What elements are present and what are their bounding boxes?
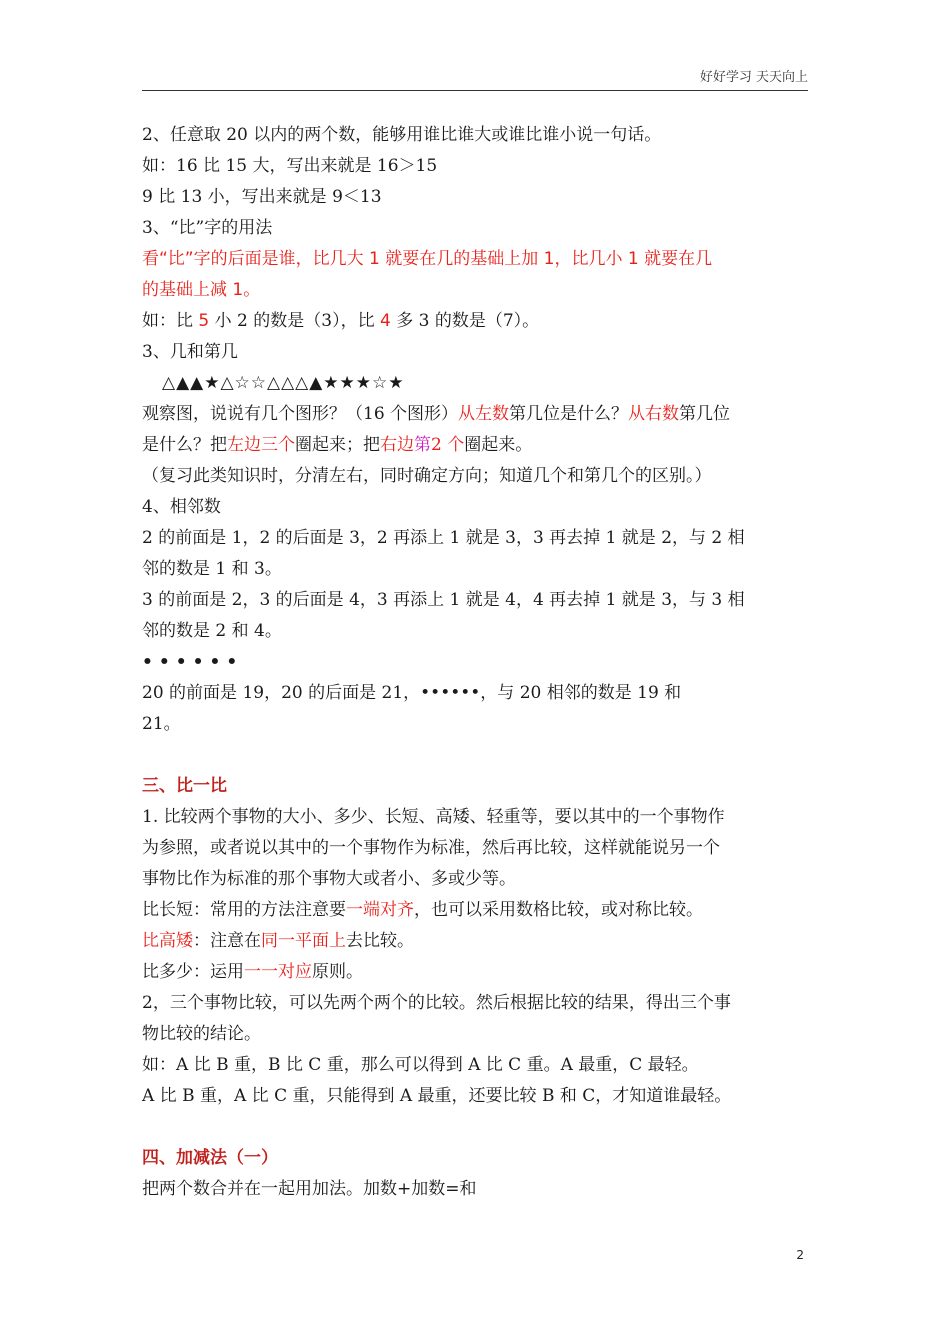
item3b-title: 3、几和第几 [142,342,238,362]
adjacent-line: 20 的前面是 19，20 的后面是 21，••••••，与 20 相邻的数是 19 和 [142,683,682,703]
observation-line [142,399,814,430]
example-line [142,306,814,337]
text-run: ，也可以采用数格比较，或对称比较。 [414,900,703,920]
highlight-text: 右边 [380,435,414,455]
item4-title: 4、相邻数 [142,497,221,517]
highlight-text: 第 [414,435,431,455]
highlight-text: 一端对齐 [346,900,414,920]
highlight-text: 一一对应 [244,962,312,982]
highlight-number: 5 [198,311,210,331]
highlight-text: 2 个 [431,435,465,455]
page-content [142,120,814,1205]
shape-sequence: △▲▲★△☆☆△△△▲★★★☆★ [162,373,405,393]
review-note: （复习此类知识时，分清左右，同时确定方向；知道几个和第几个的区别。） [142,466,712,486]
text-run: 小 2 的数是（3），比 [209,311,380,331]
text-run: 多 3 的数是（7）。 [390,311,540,331]
highlight-text: 从左数 [458,404,510,424]
spacer [142,740,814,771]
text-run: 是什么？把 [142,435,227,455]
text-run: 第几位是什么？ [509,404,629,424]
text-run: 比多少：运用 [142,962,244,982]
text-run: 如：比 [142,311,199,331]
item3-title: 3、“比”字的用法 [142,218,273,238]
paragraph-line: 事物比作为标准的那个事物大或者小、多或少等。 [142,869,516,889]
ellipsis-dots: •••••• [142,652,244,672]
page-header [142,66,808,91]
adjacent-line: 邻的数是 2 和 4。 [142,621,282,641]
text-run: 观察图，说说有几个图形？（16 个图形） [142,404,459,424]
item2-title: 2、任意取 20 以内的两个数，能够用谁比谁大或谁比谁小说一句话。 [142,125,662,145]
example-line: A 比 B 重，A 比 C 重，只能得到 A 最重，还要比较 B 和 C，才知道谁最轻。 [142,1086,732,1106]
spacer [142,1112,814,1143]
example-line: 如：16 比 15 大，写出来就是 16＞15 [142,156,438,176]
adjacent-line: 2 的前面是 1，2 的后面是 3，2 再添上 1 就是 3，3 再去掉 1 就是 2，与 2 相 [142,528,745,548]
adjacent-line: 3 的前面是 2，3 的后面是 4，3 再添上 1 就是 4，4 再去掉 1 就是 3，与 3 相 [142,590,745,610]
paragraph-line: 2，三个事物比较，可以先两个两个的比较。然后根据比较的结果，得出三个事 [142,993,731,1013]
highlight-text: 左边三个 [227,435,295,455]
example-line: 如：A 比 B 重，B 比 C 重，那么可以得到 A 比 C 重。A 最重，C 最轻。 [142,1055,699,1075]
paragraph-line: 物比较的结论。 [142,1024,261,1044]
observation-line [142,430,814,461]
highlight-text: 同一平面上 [261,931,346,951]
text-run: 原则。 [312,962,363,982]
text-run: 比长短：常用的方法注意要 [142,900,346,920]
text-run: 去比较。 [346,931,414,951]
rule-highlight: 看“比”字的后面是谁，比几大 1 就要在几的基础上加 1，比几小 1 就要在几 [142,249,713,269]
rule-highlight: 的基础上减 1。 [142,280,261,300]
example-line: 9 比 13 小，写出来就是 9＜13 [142,187,382,207]
adjacent-line: 邻的数是 1 和 3。 [142,559,282,579]
header-text: 好好学习 天天向上 [699,70,808,85]
paragraph-line: 为参照，或者说以其中的一个事物作为标准，然后再比较，这样就能说另一个 [142,838,720,858]
highlight-text: 从右数 [628,404,680,424]
text-run: 圈起来；把 [295,435,380,455]
text-run: 圈起来。 [464,435,533,455]
paragraph-line: 把两个数合并在一起用加法。加数+加数=和 [142,1179,477,1199]
page-number: 2 [796,1248,804,1262]
highlight-text: 比高矮 [142,931,193,951]
text-run: 第几位 [679,404,731,424]
paragraph-line: 1. 比较两个事物的大小、多少、长短、高矮、轻重等，要以其中的一个事物作 [142,807,725,827]
compare-height-line [142,926,814,957]
section-heading-compare: 三、比一比 [142,776,227,796]
text-run: ：注意在 [193,931,261,951]
compare-count-line [142,957,814,988]
highlight-number: 4 [379,311,391,331]
compare-length-line [142,895,814,926]
section-heading-addsub: 四、加减法（一） [142,1148,278,1168]
adjacent-line: 21。 [142,714,181,734]
